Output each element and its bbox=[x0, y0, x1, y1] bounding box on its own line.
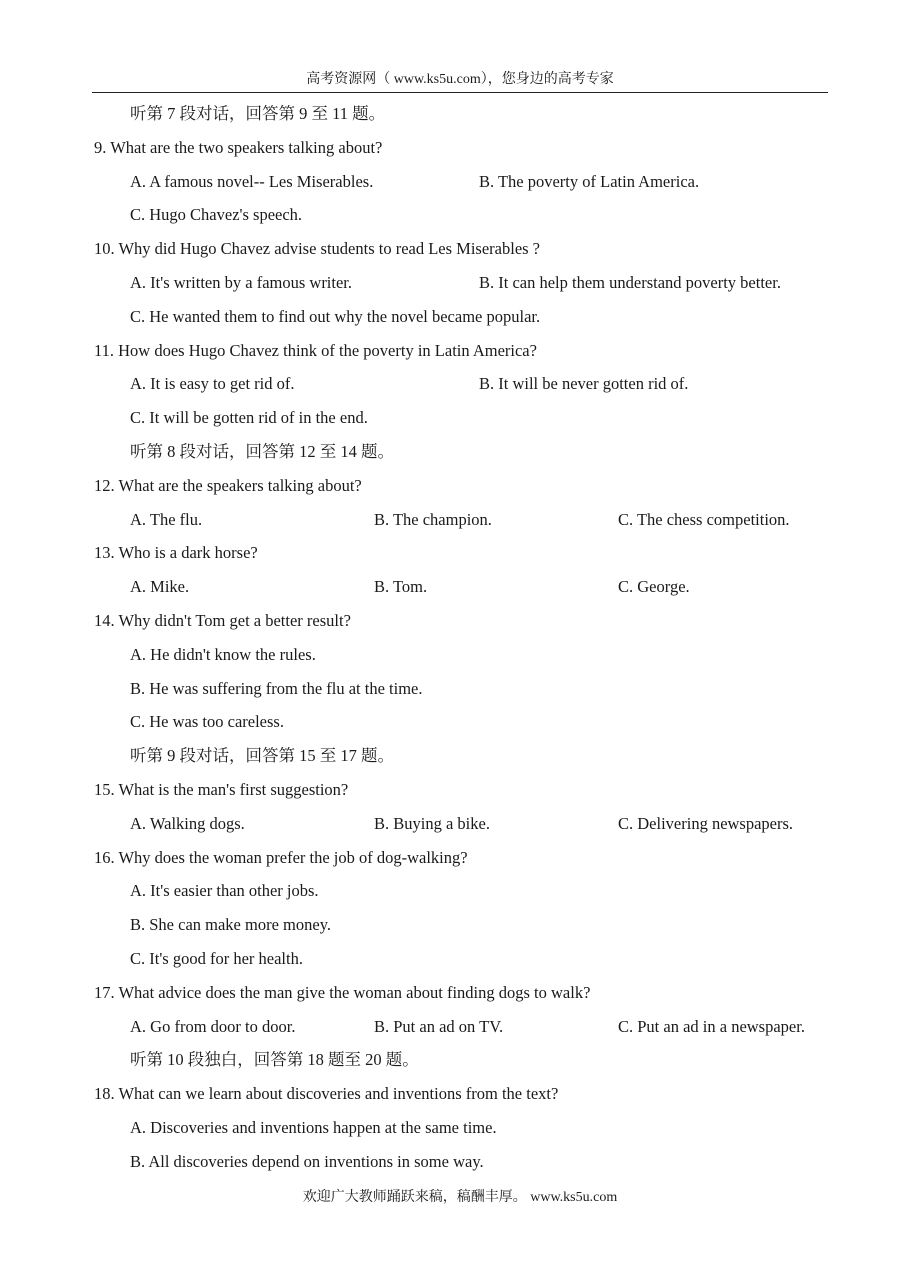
option-b: B. The poverty of Latin America. bbox=[479, 171, 700, 191]
question-stem-18: 18. What can we learn about discoveries and inventions from the text? bbox=[94, 1084, 559, 1104]
option-row bbox=[94, 165, 834, 199]
option-row bbox=[94, 367, 834, 401]
option-a: A. The flu. bbox=[130, 509, 203, 529]
option-c: C. George. bbox=[618, 577, 690, 597]
option-a: A. It's easier than other jobs. bbox=[130, 881, 319, 901]
option-a: A. Mike. bbox=[130, 577, 190, 597]
section-instruction: 听第 8 段对话，回答第 12 至 14 题。 bbox=[130, 441, 394, 461]
question-stem-17: 17. What advice does the man give the woman about finding dogs to walk? bbox=[94, 982, 591, 1002]
section-instruction: 听第 10 段独白，回答第 18 题至 20 题。 bbox=[130, 1050, 419, 1070]
option-row bbox=[94, 1010, 834, 1044]
page-footer: 欢迎广大教师踊跃来稿，稿酬丰厚。 www.ks5u.com bbox=[302, 1190, 618, 1205]
option-a: A. Discoveries and inventions happen at the same time. bbox=[130, 1117, 497, 1137]
option-a: A. It's written by a famous writer. bbox=[130, 272, 353, 292]
option-c: C. It's good for her health. bbox=[130, 948, 303, 968]
question-stem-10: 10. Why did Hugo Chavez advise students to read Les Miserables ? bbox=[94, 239, 541, 259]
option-a: A. A famous novel-- Les Miserables. bbox=[130, 171, 374, 191]
option-b: B. All discoveries depend on inventions in some way. bbox=[130, 1151, 484, 1171]
option-b: B. Put an ad on TV. bbox=[374, 1016, 504, 1036]
option-b: B. It will be never gotten rid of. bbox=[479, 374, 689, 394]
option-row bbox=[94, 807, 834, 841]
option-b: B. The champion. bbox=[374, 509, 492, 529]
page-header: 高考资源网（ www.ks5u.com），您身边的高考专家 bbox=[92, 68, 828, 93]
option-c: C. He was too careless. bbox=[130, 712, 284, 732]
question-stem-14: 14. Why didn't Tom get a better result? bbox=[94, 610, 351, 630]
option-c: C. It will be gotten rid of in the end. bbox=[130, 408, 368, 428]
option-b: B. He was suffering from the flu at the time. bbox=[130, 678, 423, 698]
question-stem-12: 12. What are the speakers talking about? bbox=[94, 475, 362, 495]
option-c: C. The chess competition. bbox=[618, 509, 790, 529]
option-b: B. Tom. bbox=[374, 577, 428, 597]
option-a: A. It is easy to get rid of. bbox=[130, 374, 295, 394]
option-row bbox=[94, 266, 834, 300]
option-b: B. It can help them understand poverty better. bbox=[479, 272, 781, 292]
option-b: B. Buying a bike. bbox=[374, 813, 490, 833]
question-stem-9: 9. What are the two speakers talking about? bbox=[94, 137, 383, 157]
option-row bbox=[94, 503, 834, 537]
option-c: C. He wanted them to find out why the novel became popular. bbox=[130, 306, 541, 326]
question-stem-11: 11. How does Hugo Chavez think of the poverty in Latin America? bbox=[94, 340, 537, 360]
question-stem-15: 15. What is the man's first suggestion? bbox=[94, 779, 349, 799]
option-a: A. He didn't know the rules. bbox=[130, 644, 316, 664]
section-instruction: 听第 7 段对话，回答第 9 至 11 题。 bbox=[130, 104, 386, 123]
option-a: A. Go from door to door. bbox=[130, 1016, 296, 1036]
option-a: A. Walking dogs. bbox=[130, 813, 245, 833]
option-c: C. Hugo Chavez's speech. bbox=[130, 205, 303, 225]
question-stem-16: 16. Why does the woman prefer the job of dog-walking? bbox=[94, 847, 468, 867]
option-c: C. Put an ad in a newspaper. bbox=[618, 1016, 805, 1036]
question-stem-13: 13. Who is a dark horse? bbox=[94, 543, 258, 563]
option-c: C. Delivering newspapers. bbox=[618, 813, 794, 833]
option-b: B. She can make more money. bbox=[130, 915, 331, 935]
section-instruction: 听第 9 段对话，回答第 15 至 17 题。 bbox=[130, 746, 394, 766]
exam-content bbox=[94, 97, 834, 1179]
option-row bbox=[94, 570, 834, 604]
